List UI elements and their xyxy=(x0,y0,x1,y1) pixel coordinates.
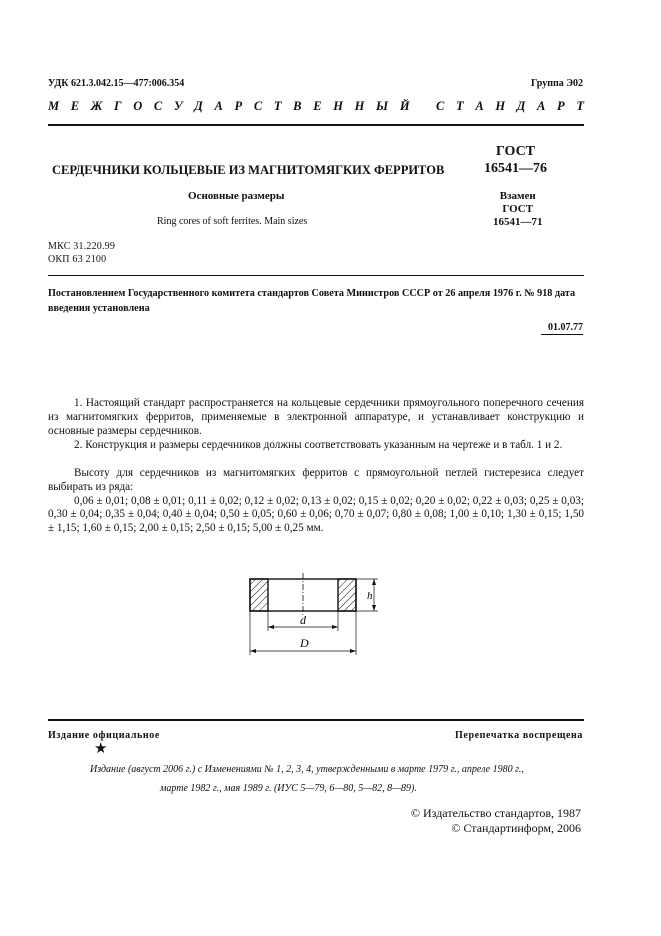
decree-text: Постановлением Государственного комитета стандартов Совета Министров СССР от 26 апреля 1976 г. № 918 дата введения установлена xyxy=(48,288,576,314)
document-title: СЕРДЕЧНИКИ КОЛЬЦЕВЫЕ ИЗ МАГНИТОМЯГКИХ ФЕРРИТОВ xyxy=(52,163,445,177)
copyright-1: © Издательство стандартов, 1987 xyxy=(410,806,581,820)
banner-letter: С xyxy=(153,99,163,113)
banner-letter: Р xyxy=(557,99,565,113)
replaces-label: Взамен xyxy=(499,190,536,202)
paragraph-1: 1. Настоящий стандарт распространяется на кольцевые сердечники прямоугольного поперечного сечения из магнитомягких ферритов, применяемые в электронной аппаратуре, и устанавливает конструкцию и основные размеры сердечников. xyxy=(48,397,584,437)
banner-letter: Г xyxy=(113,99,122,113)
official-edition: Издание официальное xyxy=(48,730,160,741)
height-series: 0,06 ± 0,01; 0,08 ± 0,01; 0,11 ± 0,02; 0,12 ± 0,02; 0,13 ± 0,02; 0,15 ± 0,02; 0,20 ± 0,02; 0,22 ± 0,03; 0,25 ± 0,03; 0,30 ± 0,04; 0,35 ± 0,04; 0,40 ± 0,04; 0,50 ± 0,05; 0,60 ± 0,06; 0,70 ± 0,07; 0,80 ± 0,08; 1,00 ± 0,10; 1,30 ± 0,15; 1,50 ± 1,15; 1,60 ± 0,15; 2,00 ± 0,15; 2,50 ± 0,15; 5,00 ± 0,25 мм. xyxy=(48,494,584,535)
middle-rule xyxy=(48,275,584,276)
ring-core-drawing xyxy=(220,565,390,660)
document-subtitle: Основные размеры xyxy=(188,190,285,202)
banner-letter: Д xyxy=(516,99,526,113)
banner-letter: Т xyxy=(456,99,464,113)
banner-letter: Й xyxy=(399,99,410,113)
introduction-date: 01.07.77 xyxy=(548,322,583,333)
banner-letter: Е xyxy=(313,99,322,113)
banner-letter: Т xyxy=(273,99,282,113)
banner-letter: Д xyxy=(194,99,203,113)
edition-note-line-1: Издание (август 2006 г.) с Изменениями № 1, 2, 3, 4, утвержденными в марте 1979 г., апреле 1980 г., xyxy=(90,764,524,775)
edition-note xyxy=(90,760,584,798)
bottom-rule xyxy=(48,719,584,721)
dimension-d xyxy=(268,611,338,631)
banner-letter: У xyxy=(173,99,183,113)
introduction-date-underline xyxy=(541,334,583,335)
standard-banner xyxy=(48,99,584,114)
label-d: d xyxy=(300,613,306,627)
star-icon: ★ xyxy=(94,741,108,757)
core-cross-section xyxy=(250,573,356,617)
banner-letter: Т xyxy=(576,99,584,113)
banner-letter: О xyxy=(133,99,143,113)
okp-code: ОКП 63 2100 xyxy=(48,254,107,265)
replaces-number: 16541—71 xyxy=(493,216,543,228)
gost-number: 16541—76 xyxy=(484,161,547,176)
banner-letter: А xyxy=(214,99,223,113)
banner-letter: Ж xyxy=(90,99,103,113)
banner-letter: В xyxy=(293,99,302,113)
banner-letter: Ы xyxy=(376,99,389,113)
label-D: D xyxy=(300,636,309,650)
replaces-gost-label: ГОСТ xyxy=(502,203,534,215)
mks-code: МКС 31.220.99 xyxy=(48,241,116,252)
banner-letter: С xyxy=(436,99,445,113)
banner-letter: М xyxy=(48,99,60,113)
edition-note-line-2: марте 1982 г., мая 1989 г. (ИУС 5—79, 6—80, 5—82, 8—89). xyxy=(160,783,417,794)
banner-letter: А xyxy=(475,99,484,113)
replaces-block xyxy=(493,190,543,229)
paragraph-3: Высоту для сердечников из магнитомягких ферритов с прямоугольной петлей гистерезиса следует выбирать из ряда: xyxy=(48,467,584,493)
paragraph-2: 2. Конструкция и размеры сердечников должны соответствовать указанным на чертеже и в табл. 1 и 2. xyxy=(74,439,563,451)
banner-letter: Н xyxy=(495,99,506,113)
banner-letter: Н xyxy=(354,99,365,113)
paragraph-3-block xyxy=(48,467,584,536)
group-code: Группа Э02 xyxy=(531,78,583,89)
banner-letter: С xyxy=(253,99,263,113)
banner-letter: Е xyxy=(70,99,80,113)
udk-code: УДК 621.3.042.15—477:006.354 xyxy=(48,78,185,89)
copyright-2: © Стандартинформ, 2006 xyxy=(451,821,581,835)
banner-letter xyxy=(421,99,424,114)
gost-number-block xyxy=(484,143,547,177)
label-h: h xyxy=(367,590,373,602)
reprint-prohibited: Перепечатка воспрещена xyxy=(455,730,583,741)
dimension-h xyxy=(356,579,378,611)
top-rule xyxy=(48,124,584,126)
banner-letter: Р xyxy=(234,99,243,113)
banner-letter: А xyxy=(536,99,546,113)
english-title: Ring cores of soft ferrites. Main sizes xyxy=(157,216,308,227)
banner-letter: Н xyxy=(333,99,343,113)
classification-codes xyxy=(48,240,115,266)
gost-label: ГОСТ xyxy=(495,144,536,159)
